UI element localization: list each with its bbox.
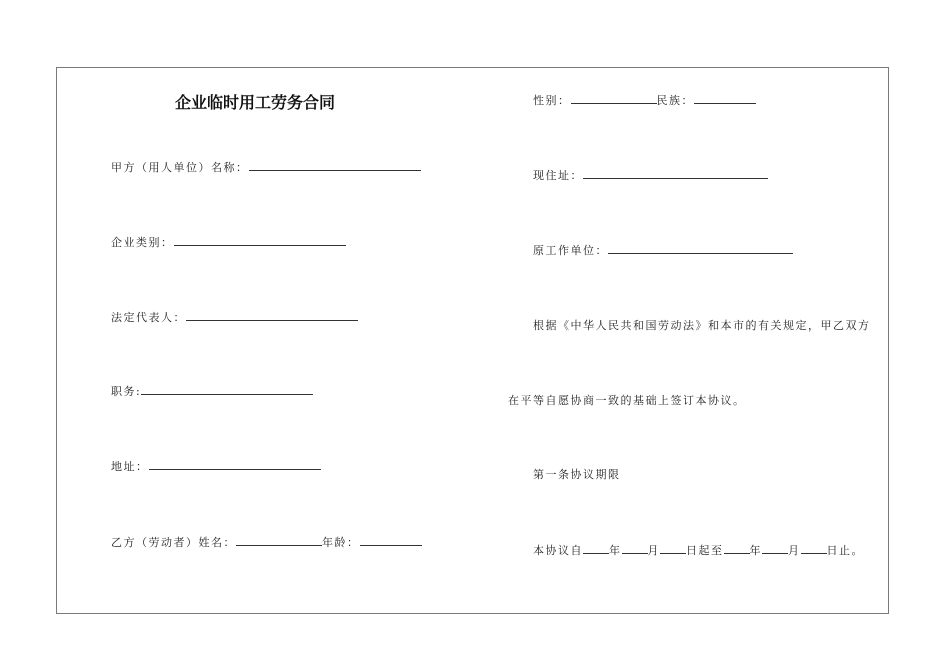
party-b-name-label: 乙方（劳动者）姓名： <box>111 536 236 549</box>
intro-paragraph-line-2: 在平等自愿协商一致的基础上签订本协议。 <box>508 394 746 407</box>
enterprise-type-field[interactable] <box>174 235 346 246</box>
end-year-label: 年 <box>749 544 762 557</box>
former-employer-line <box>533 243 793 258</box>
legal-rep-line <box>111 310 358 325</box>
end-month-label: 月 <box>788 544 801 557</box>
gender-ethnicity-line <box>533 93 756 108</box>
current-address-line <box>533 168 768 183</box>
former-employer-field[interactable] <box>608 243 793 254</box>
party-a-name-label: 甲方（用人单位）名称： <box>111 161 249 174</box>
start-month-field[interactable] <box>622 543 648 554</box>
position-field[interactable] <box>141 384 313 395</box>
start-day-label: 日起至 <box>686 544 724 557</box>
ethnicity-label: 民族： <box>656 94 694 107</box>
term-prefix: 本协议自 <box>533 544 583 557</box>
intro-paragraph-line-1: 根据《中华人民共和国劳动法》和本市的有关规定，甲乙双方 <box>533 319 871 332</box>
party-a-name-line <box>111 160 421 175</box>
end-day-label: 日止。 <box>826 544 864 557</box>
article-1-heading: 第一条协议期限 <box>533 468 621 481</box>
document-title: 企业临时用工劳务合同 <box>175 93 336 112</box>
end-year-field[interactable] <box>724 543 750 554</box>
position-label: 职务: <box>111 385 142 398</box>
age-field[interactable] <box>360 535 422 546</box>
current-address-field[interactable] <box>583 168 768 179</box>
enterprise-type-line <box>111 235 346 250</box>
legal-rep-label: 法定代表人： <box>111 311 186 324</box>
agreement-term-line <box>533 543 864 558</box>
party-b-name-field[interactable] <box>236 535 322 546</box>
legal-rep-field[interactable] <box>186 310 358 321</box>
age-label: 年龄： <box>322 536 360 549</box>
former-employer-label: 原工作单位： <box>533 244 608 257</box>
start-year-label: 年 <box>609 544 622 557</box>
enterprise-type-label: 企业类别： <box>111 236 174 249</box>
party-a-name-field[interactable] <box>249 160 421 171</box>
start-month-label: 月 <box>647 544 660 557</box>
address-line <box>111 459 321 474</box>
start-year-field[interactable] <box>583 543 609 554</box>
end-month-field[interactable] <box>762 543 788 554</box>
start-day-field[interactable] <box>660 543 686 554</box>
position-line <box>111 384 313 399</box>
address-field[interactable] <box>149 459 321 470</box>
address-label: 地址： <box>111 460 149 473</box>
party-b-line <box>111 535 422 550</box>
document-frame <box>56 67 889 614</box>
end-day-field[interactable] <box>801 543 827 554</box>
current-address-label: 现住址： <box>533 169 583 182</box>
gender-field[interactable] <box>571 93 657 104</box>
gender-label: 性别： <box>533 94 571 107</box>
ethnicity-field[interactable] <box>694 93 756 104</box>
